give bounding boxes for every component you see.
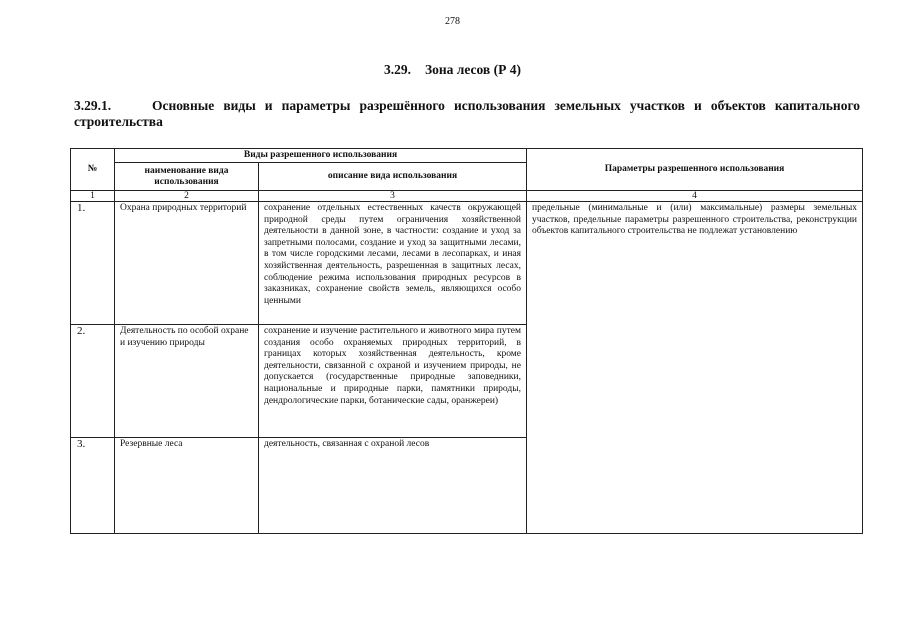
header-description: описание вида использования [259,163,527,191]
column-index: 4 [527,191,863,202]
subsection-title [74,98,860,130]
usage-table [70,148,863,534]
column-index: 2 [115,191,259,202]
column-index: 3 [259,191,527,202]
page-number: 278 [445,16,460,27]
row-description: сохранение отдельных естественных качеств окружающей природной среды путем ограничения хозяйственной деятельности в данной зоне, в частности: создание и уход за запретными полосами, создание и уход за защитными лесами, в том числе городскими лесами, лесами в лесопарках, и иная хозяйственная деятельность, разрешенная в защитных лесах, соблюдение режима использования природных ресурсов в заказниках, сохранение свойств земель, являющихся особо ценными [259,202,527,325]
header-num: № [71,149,115,191]
section-number: 3.29. [384,62,412,77]
row-description: деятельность, связанная с охраной лесов [259,438,527,534]
header-group: Виды разрешенного использования [115,149,527,163]
row-name: Резервные леса [115,438,259,534]
params-cell: предельные (минимальные и (или) максимальные) размеры земельных участков, предельные параметры разрешенного строительства, реконструкции объектов капитального строительства не подлежат установлению [527,202,863,534]
row-number: 1. [71,202,115,325]
row-name: Охрана природных территорий [115,202,259,325]
header-params: Параметры разрешенного использования [527,149,863,191]
row-number: 3. [71,438,115,534]
row-description: сохранение и изучение растительного и животного мира путем создания особо охраняемых природных территорий, в границах которых хозяйственная деятельность, кроме деятельности, связанной с охраной и изучением природы, не допускается (государственные природные заповедники, национальные и природные парки, памятники природы, дендрологические парки, ботанические сады, оранжереи) [259,325,527,438]
column-index: 1 [71,191,115,202]
table-row [71,202,863,325]
column-index-row [71,191,863,202]
section-title-text: Зона лесов (Р 4) [425,62,521,77]
header-name: наименование вида использования [115,163,259,191]
row-name: Деятельность по особой охране и изучению природы [115,325,259,438]
row-number: 2. [71,325,115,438]
section-title [0,62,905,78]
subsection-title-text: Основные виды и параметры разрешённого использования земельных участков и объектов капитального строительства [74,98,860,129]
subsection-number: 3.29.1. [74,98,112,113]
table-header-row [71,149,863,163]
